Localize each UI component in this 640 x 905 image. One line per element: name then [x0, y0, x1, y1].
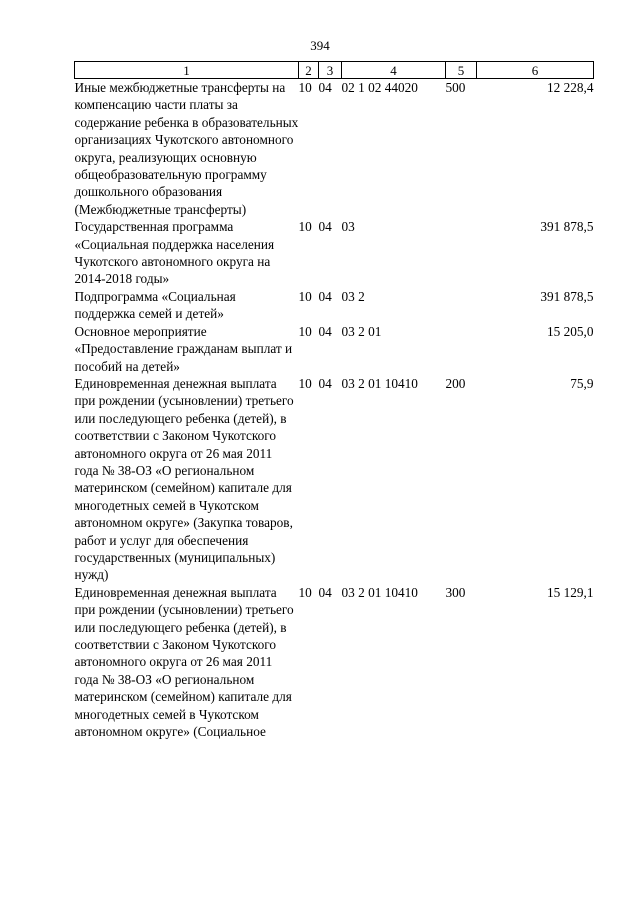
table-row	[75, 323, 594, 375]
row-name: Государственная программа «Социальная поддержка населения Чукотского автономного округа на 2014-2018 годы»	[74, 219, 275, 287]
row-name: Подпрограмма «Социальная поддержка семей и детей»	[74, 288, 236, 322]
table-row	[75, 288, 594, 323]
row-expense-kind	[446, 288, 477, 323]
row-section: 10	[298, 584, 312, 600]
table-body	[75, 79, 594, 741]
row-name: Единовременная денежная выплата при рождении (усыновлении) третьего или последующего ребенка (детей), в соответствии с Законом Чукотского автономного округа от 26 мая 2011 года № 38-ОЗ «О региональном материнском (семейном) капитале для многодетных семей в Чукотском автономном округе» (Закупка товаров, работ и услуг для обеспечения государственных (муниципальных) нужд)	[74, 375, 294, 583]
table-header	[75, 62, 594, 79]
row-expense-kind	[446, 323, 477, 375]
row-amount: 15 129,1	[546, 584, 594, 600]
table-row	[75, 79, 594, 219]
header-col-2: 2	[299, 62, 319, 79]
row-expense-kind: 300	[445, 584, 466, 600]
row-target-code: 02 1 02 44020	[341, 80, 418, 95]
row-target-code: 03 2 01 10410	[341, 584, 418, 600]
row-section: 10	[298, 288, 312, 304]
header-row	[75, 62, 594, 79]
row-subsection: 04	[318, 219, 332, 235]
row-section: 10	[298, 375, 312, 391]
row-subsection: 04	[318, 584, 332, 600]
table-row	[75, 375, 594, 584]
table-row	[75, 584, 594, 741]
row-amount: 75,9	[570, 375, 594, 391]
row-name: Основное мероприятие «Предоставление гражданам выплат и пособий на детей»	[74, 323, 293, 374]
row-subsection: 04	[318, 80, 332, 95]
row-section: 10	[298, 323, 312, 339]
page-number: 394	[310, 38, 330, 53]
header-col-6: 6	[477, 62, 594, 79]
row-amount: 15 205,0	[546, 323, 594, 339]
row-amount: 12 228,4	[546, 80, 594, 95]
header-col-5: 5	[446, 62, 477, 79]
row-expense-kind	[446, 218, 477, 288]
row-subsection: 04	[318, 323, 332, 339]
header-col-4: 4	[342, 62, 446, 79]
header-col-1: 1	[75, 62, 299, 79]
row-expense-kind: 500	[445, 80, 466, 95]
row-subsection: 04	[318, 375, 332, 391]
row-name: Единовременная денежная выплата при рождении (усыновлении) третьего или последующего ребенка (детей), в соответствии с Законом Чукотского автономного округа от 26 мая 2011 года № 38-ОЗ «О региональном материнском (семейном) капитале для многодетных семей в Чукотском автономном округе» (Социальное	[74, 584, 294, 740]
header-col-3: 3	[319, 62, 342, 79]
row-target-code: 03 2 01 10410	[341, 375, 418, 391]
table-row	[75, 218, 594, 288]
row-target-code: 03	[341, 219, 355, 235]
budget-table	[74, 61, 594, 740]
row-target-code: 03 2 01	[341, 323, 382, 339]
row-amount: 391 878,5	[540, 288, 594, 304]
row-target-code: 03 2	[341, 288, 365, 304]
row-section: 10	[298, 80, 312, 95]
row-amount: 391 878,5	[540, 219, 594, 235]
row-subsection: 04	[318, 288, 332, 304]
row-name: Иные межбюджетные трансферты на компенсацию части платы за содержание ребенка в образовательных организациях Чукотского автономного округа, реализующих основную общеобразовательную программу дошкольного образования (Межбюджетные трансферты)	[74, 80, 299, 217]
row-expense-kind: 200	[445, 375, 466, 391]
row-section: 10	[298, 219, 312, 235]
